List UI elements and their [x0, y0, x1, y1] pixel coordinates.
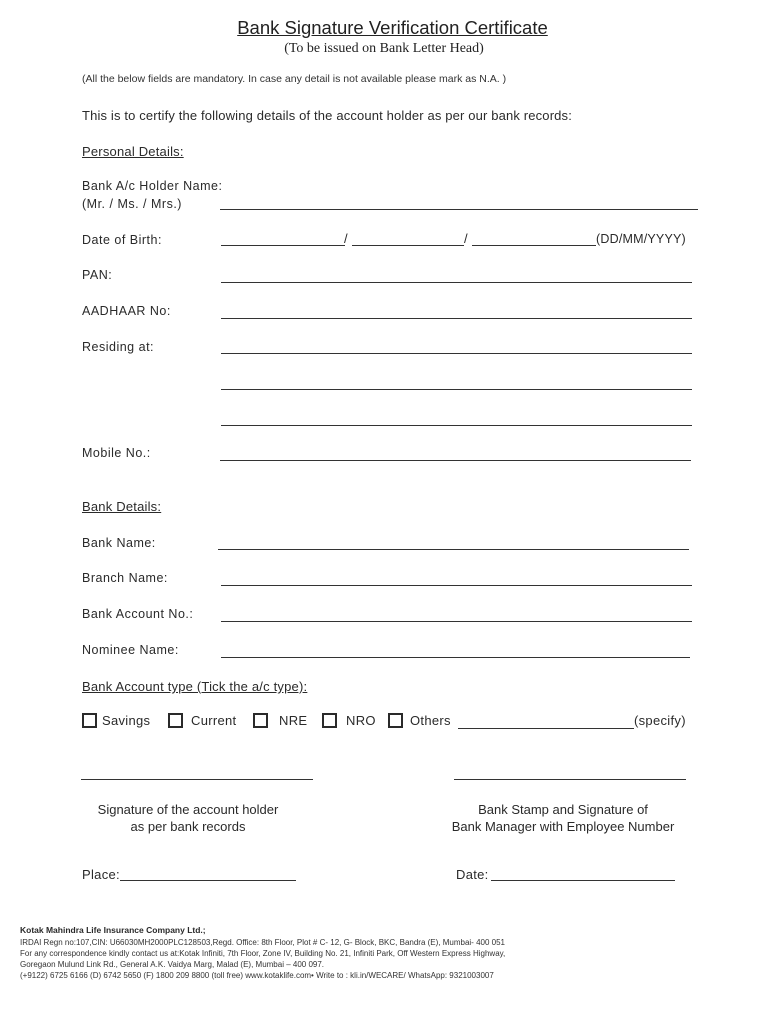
bank-signature-caption-line2: Bank Manager with Employee Number — [451, 819, 675, 834]
current-checkbox[interactable] — [168, 713, 183, 728]
branch-name-label: Branch Name: — [82, 571, 168, 585]
mandatory-note: (All the below fields are mandatory. In case any detail is not available please mark as N.A. ) — [82, 73, 507, 85]
branch-name-field[interactable] — [221, 585, 692, 586]
certification-statement: This is to certify the following details of the account holder as per our bank records: — [82, 108, 572, 123]
holder-signature-caption-line1: Signature of the account holder — [97, 802, 279, 817]
holder-name-field[interactable] — [220, 209, 698, 210]
dob-month-field[interactable] — [352, 245, 464, 246]
savings-checkbox[interactable] — [82, 713, 97, 728]
footer-contact-line: (+9122) 6725 6166 (D) 6742 5650 (F) 1800 209 8800 (toll free) www.kotaklife.com• Write to : kli.in/WECARE/ WhatsApp: 9321003007 — [20, 971, 494, 980]
address-field-line2[interactable] — [221, 389, 692, 390]
current-option-label: Current — [191, 713, 237, 728]
company-name: Kotak Mahindra Life Insurance Company Ltd.; — [20, 925, 206, 935]
pan-label: PAN: — [82, 268, 113, 282]
holder-signature-line[interactable] — [81, 779, 313, 780]
nro-option-label: NRO — [346, 713, 376, 728]
dob-year-field[interactable] — [472, 245, 596, 246]
nre-option-label: NRE — [279, 713, 308, 728]
bank-name-field[interactable] — [218, 549, 689, 550]
account-number-field[interactable] — [221, 621, 692, 622]
specify-label: (specify) — [634, 713, 686, 728]
others-option-label: Others — [410, 713, 451, 728]
account-number-label: Bank Account No.: — [82, 607, 194, 621]
footer-address-line: Goregaon Mulund Link Rd., General A.K. Vaidya Marg, Malad (E), Mumbai – 400 097. — [20, 960, 325, 969]
holder-title-label: (Mr. / Ms. / Mrs.) — [82, 197, 182, 211]
holder-name-label: Bank A/c Holder Name: — [82, 179, 223, 193]
bank-details-heading: Bank Details: — [82, 499, 162, 514]
dob-label: Date of Birth: — [82, 233, 162, 247]
bank-name-label: Bank Name: — [82, 536, 156, 550]
savings-option-label: Savings — [102, 713, 151, 728]
holder-signature-caption — [60, 801, 316, 835]
place-field[interactable] — [120, 880, 296, 881]
dob-day-field[interactable] — [221, 245, 345, 246]
page-subtitle: (To be issued on Bank Letter Head) — [284, 41, 484, 56]
personal-details-heading: Personal Details: — [82, 144, 184, 159]
aadhaar-label: AADHAAR No: — [82, 304, 171, 318]
others-specify-field[interactable] — [458, 728, 634, 729]
dob-format-hint: (DD/MM/YYYY) — [596, 232, 686, 246]
address-field-line3[interactable] — [221, 425, 692, 426]
date-label: Date: — [456, 867, 489, 882]
bank-signature-caption — [420, 801, 706, 835]
pan-field[interactable] — [221, 282, 692, 283]
nominee-name-field[interactable] — [221, 657, 690, 658]
date-field[interactable] — [491, 880, 675, 881]
nominee-name-label: Nominee Name: — [82, 643, 179, 657]
holder-signature-caption-line2: as per bank records — [130, 819, 246, 834]
mobile-label: Mobile No.: — [82, 446, 151, 460]
nro-checkbox[interactable] — [322, 713, 337, 728]
residing-label: Residing at: — [82, 340, 155, 354]
place-label: Place: — [82, 867, 120, 882]
aadhaar-field[interactable] — [221, 318, 692, 319]
dob-separator: / — [464, 231, 468, 246]
page-title: Bank Signature Verification Certificate — [237, 17, 548, 38]
account-type-heading: Bank Account type (Tick the a/c type): — [82, 679, 308, 694]
bank-signature-caption-line1: Bank Stamp and Signature of — [478, 802, 648, 817]
bank-signature-line[interactable] — [454, 779, 686, 780]
nre-checkbox[interactable] — [253, 713, 268, 728]
mobile-field[interactable] — [220, 460, 691, 461]
address-field-line1[interactable] — [221, 353, 692, 354]
footer-registration-line: IRDAI Regn no:107,CIN: U66030MH2000PLC128503,Regd. Office: 8th Floor, Plot # C- 12, G- Block, BKC, Bandra (E), Mumbai- 400 051 — [20, 938, 505, 947]
dob-separator: / — [344, 231, 348, 246]
others-checkbox[interactable] — [388, 713, 403, 728]
footer-correspondence-line: For any correspondence kindly contact us at:Kotak Infiniti, 7th Floor, Zone IV, Building No. 21, Infiniti Park, Off Western Express Highway, — [20, 949, 506, 958]
